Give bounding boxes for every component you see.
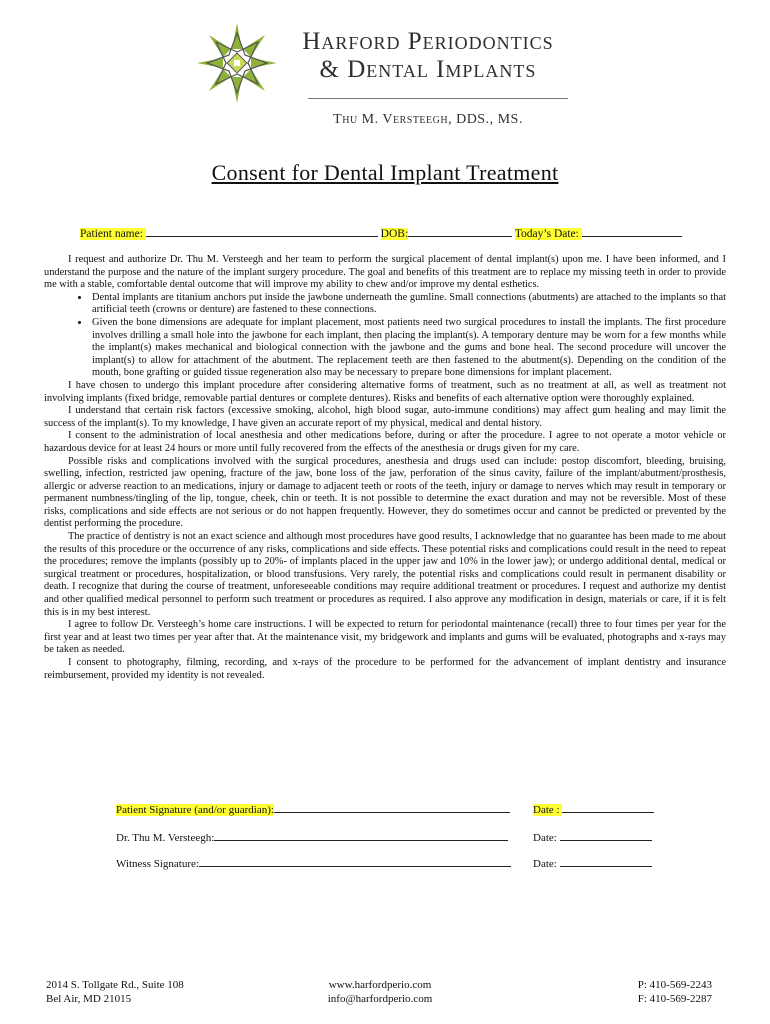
witness-date-label: Date: — [533, 858, 560, 870]
footer-contact — [300, 978, 460, 1006]
doctor-signature-field[interactable] — [214, 831, 508, 841]
todays-date-field[interactable] — [582, 226, 682, 237]
patient-signature-field[interactable] — [274, 803, 510, 813]
phone-number: P: 410-569-2243 — [637, 979, 712, 991]
patient-date-field[interactable] — [562, 803, 654, 813]
starburst-logo-icon — [196, 22, 278, 104]
witness-signature-label: Witness Signature: — [116, 858, 199, 870]
patient-date-label: Date : — [533, 804, 563, 816]
fax-number: F: 410-569-2287 — [637, 993, 712, 1005]
witness-signature-row — [116, 857, 511, 870]
doctor-name: Thu M. Versteegh, DDS., MS. — [333, 112, 523, 127]
witness-signature-field[interactable] — [199, 857, 511, 867]
paragraph-home-care: I agree to follow Dr. Versteegh’s home care instructions. I will be expected to return for periodontal maintenance (recall) three to four times per year for the first year and at least two times per year after that. At the maintenance visit, my bridgework and implants and gums will be evaluated, photographs and x-rays may be taken as needed. — [44, 619, 726, 656]
footer-address — [46, 978, 184, 1006]
paragraph-alternatives: I have chosen to undergo this implant procedure after considering alternative forms of treatment, such as no treatment at all, as well as treatment not involving implants (fixed bridge, removable partial dentures or complete dentures). Risks and benefits of each alternative option were thoroughly explained. — [44, 379, 726, 404]
email-link[interactable]: info@harfordperio.com — [327, 993, 433, 1005]
witness-date-row — [533, 857, 652, 870]
list-item: • Given the bone dimensions are adequate for implant placement, most patients need two surgical procedures to install the implants. The first procedure involves drilling a small hole into the jawbone for each implant, then placing the implant(s). A temporary denture may be worn for a few months while the implant(s) makes mechanical and biological connection with the jawbone and the gums and bone heal. The second procedure will uncover the implant(s) to allow for attachment of the abutment. The replacement teeth are then fastened to the abutment(s). Depending on the condition of the mouth, bone grafting or guided tissue regeneration also may be necessary to prepare bone dimensions for implant placement. — [90, 317, 726, 380]
patient-name-label: Patient name: — [80, 228, 146, 240]
doctor-date-row — [533, 831, 652, 844]
website-link[interactable]: www.harfordperio.com — [328, 979, 432, 991]
paragraph-anesthesia: I consent to the administration of local anesthesia and other medications before, during or after the procedure. I agree to not operate a motor vehicle or hazardous device for at least 24 hours or more until fully recovered from the effects of the anesthesia or drugs given for my care. — [44, 430, 726, 454]
footer-phone — [620, 978, 712, 1006]
consent-body — [44, 254, 726, 682]
doctor-date-field[interactable] — [560, 831, 652, 841]
practice-letterhead — [278, 28, 578, 127]
dob-field[interactable] — [408, 226, 512, 237]
practice-name-line2: & Dental Implants — [319, 56, 537, 83]
paragraph-risk-factors: I understand that certain risk factors (excessive smoking, alcohol, high blood sugar, auto-immune conditions) may affect gum healing and may limit the success of the implant(s). To my knowledge, I have given an accurate report of my physical, medical and dental history. — [44, 405, 726, 429]
implant-info-list — [44, 292, 726, 380]
paragraph-no-guarantee: The practice of dentistry is not an exact science and although most procedures have good results, I acknowledge that no guarantee has been made to me about the results of this procedure or the occurrence of any risks, complications and side effects. These potential risks and complications could result in the need to repeat the procedures; remove the implants (possibly up to 20%- of implants placed in the upper jaw and 10% in the lower jaw); or undergo additional dental, medical or surgical treatment or procedures, hospitalization, or blood transfusions. Very rarely, the potential risks and complications could result in permanent disability or death. I recognize that during the course of treatment, unforeseeable conditions may require additional treatment or procedures. I request and authorize my dentist and other qualified medical personnel to perform such treatment or procedures as required. I also approve any modification in design, materials or care, if it is felt this is in my best interest. — [44, 531, 726, 618]
doctor-signature-label: Dr. Thu M. Versteegh: — [116, 832, 215, 844]
letterhead-divider — [308, 98, 568, 99]
paragraph-complications: Possible risks and complications involved with the surgical procedures, anesthesia and drugs used can include: postop discomfort, bleeding, bruising, swelling, infection, restricted jaw opening, fracture of the jaw, bone loss of the jaw, perforation of the sinus cavity, failure of the implant/abutment/prosthesis, allergic or adverse reaction to an medications, injury or damage to adjacent teeth or roots of the teeth, injury or damage to nerves which may result in temporary or permanent numbness/tingling of the lip, tongue, cheek, chin or teeth. It is not possible to determine the exact duration and may not be reversible. Most of these risks, complications and side effects are not serious or do not happen frequently. However, they do sometimes occur and cannot be predicted or prevented by the dentist performing the procedure. — [44, 455, 726, 530]
dob-label: DOB: — [380, 228, 409, 240]
address-line1: 2014 S. Tollgate Rd., Suite 108 — [46, 979, 184, 991]
doctor-signature-row — [116, 831, 508, 844]
todays-date-label: Today’s Date: — [514, 228, 582, 240]
doctor-date-label: Date: — [533, 832, 560, 844]
practice-name-line1: Harford Periodontics — [302, 28, 554, 55]
witness-date-field[interactable] — [560, 857, 652, 867]
document-title: Consent for Dental Implant Treatment — [211, 160, 559, 185]
address-line2: Bel Air, MD 21015 — [46, 993, 132, 1005]
paragraph-authorization: I request and authorize Dr. Thu M. Versteegh and her team to perform the surgical placement of dental implant(s) upon me. I have been informed, and I understand the purpose and the nature of the implant surgery procedure. The goal and benefits of this treatment are to replace my missing teeth in order to provide me with a stable, comfortable dental outcome that will improve my ability to chew and/or improve my dental esthetics. — [44, 254, 726, 291]
patient-date-row — [533, 803, 654, 816]
patient-signature-label: Patient Signature (and/or guardian): — [116, 804, 274, 816]
patient-signature-row — [116, 803, 510, 816]
paragraph-photography: I consent to photography, filming, recording, and x-rays of the procedure to be performed for the advancement of implant dentistry and insurance reimbursement, provided my identity is not revealed. — [44, 657, 726, 681]
patient-name-field[interactable] — [146, 226, 378, 237]
patient-info-line — [80, 226, 720, 240]
list-item: • Dental implants are titanium anchors put inside the jawbone underneath the gumline. Small connections (abutments) are attached to the implants so that artificial teeth (crowns or denture) are fastened to these connections. — [90, 292, 726, 317]
